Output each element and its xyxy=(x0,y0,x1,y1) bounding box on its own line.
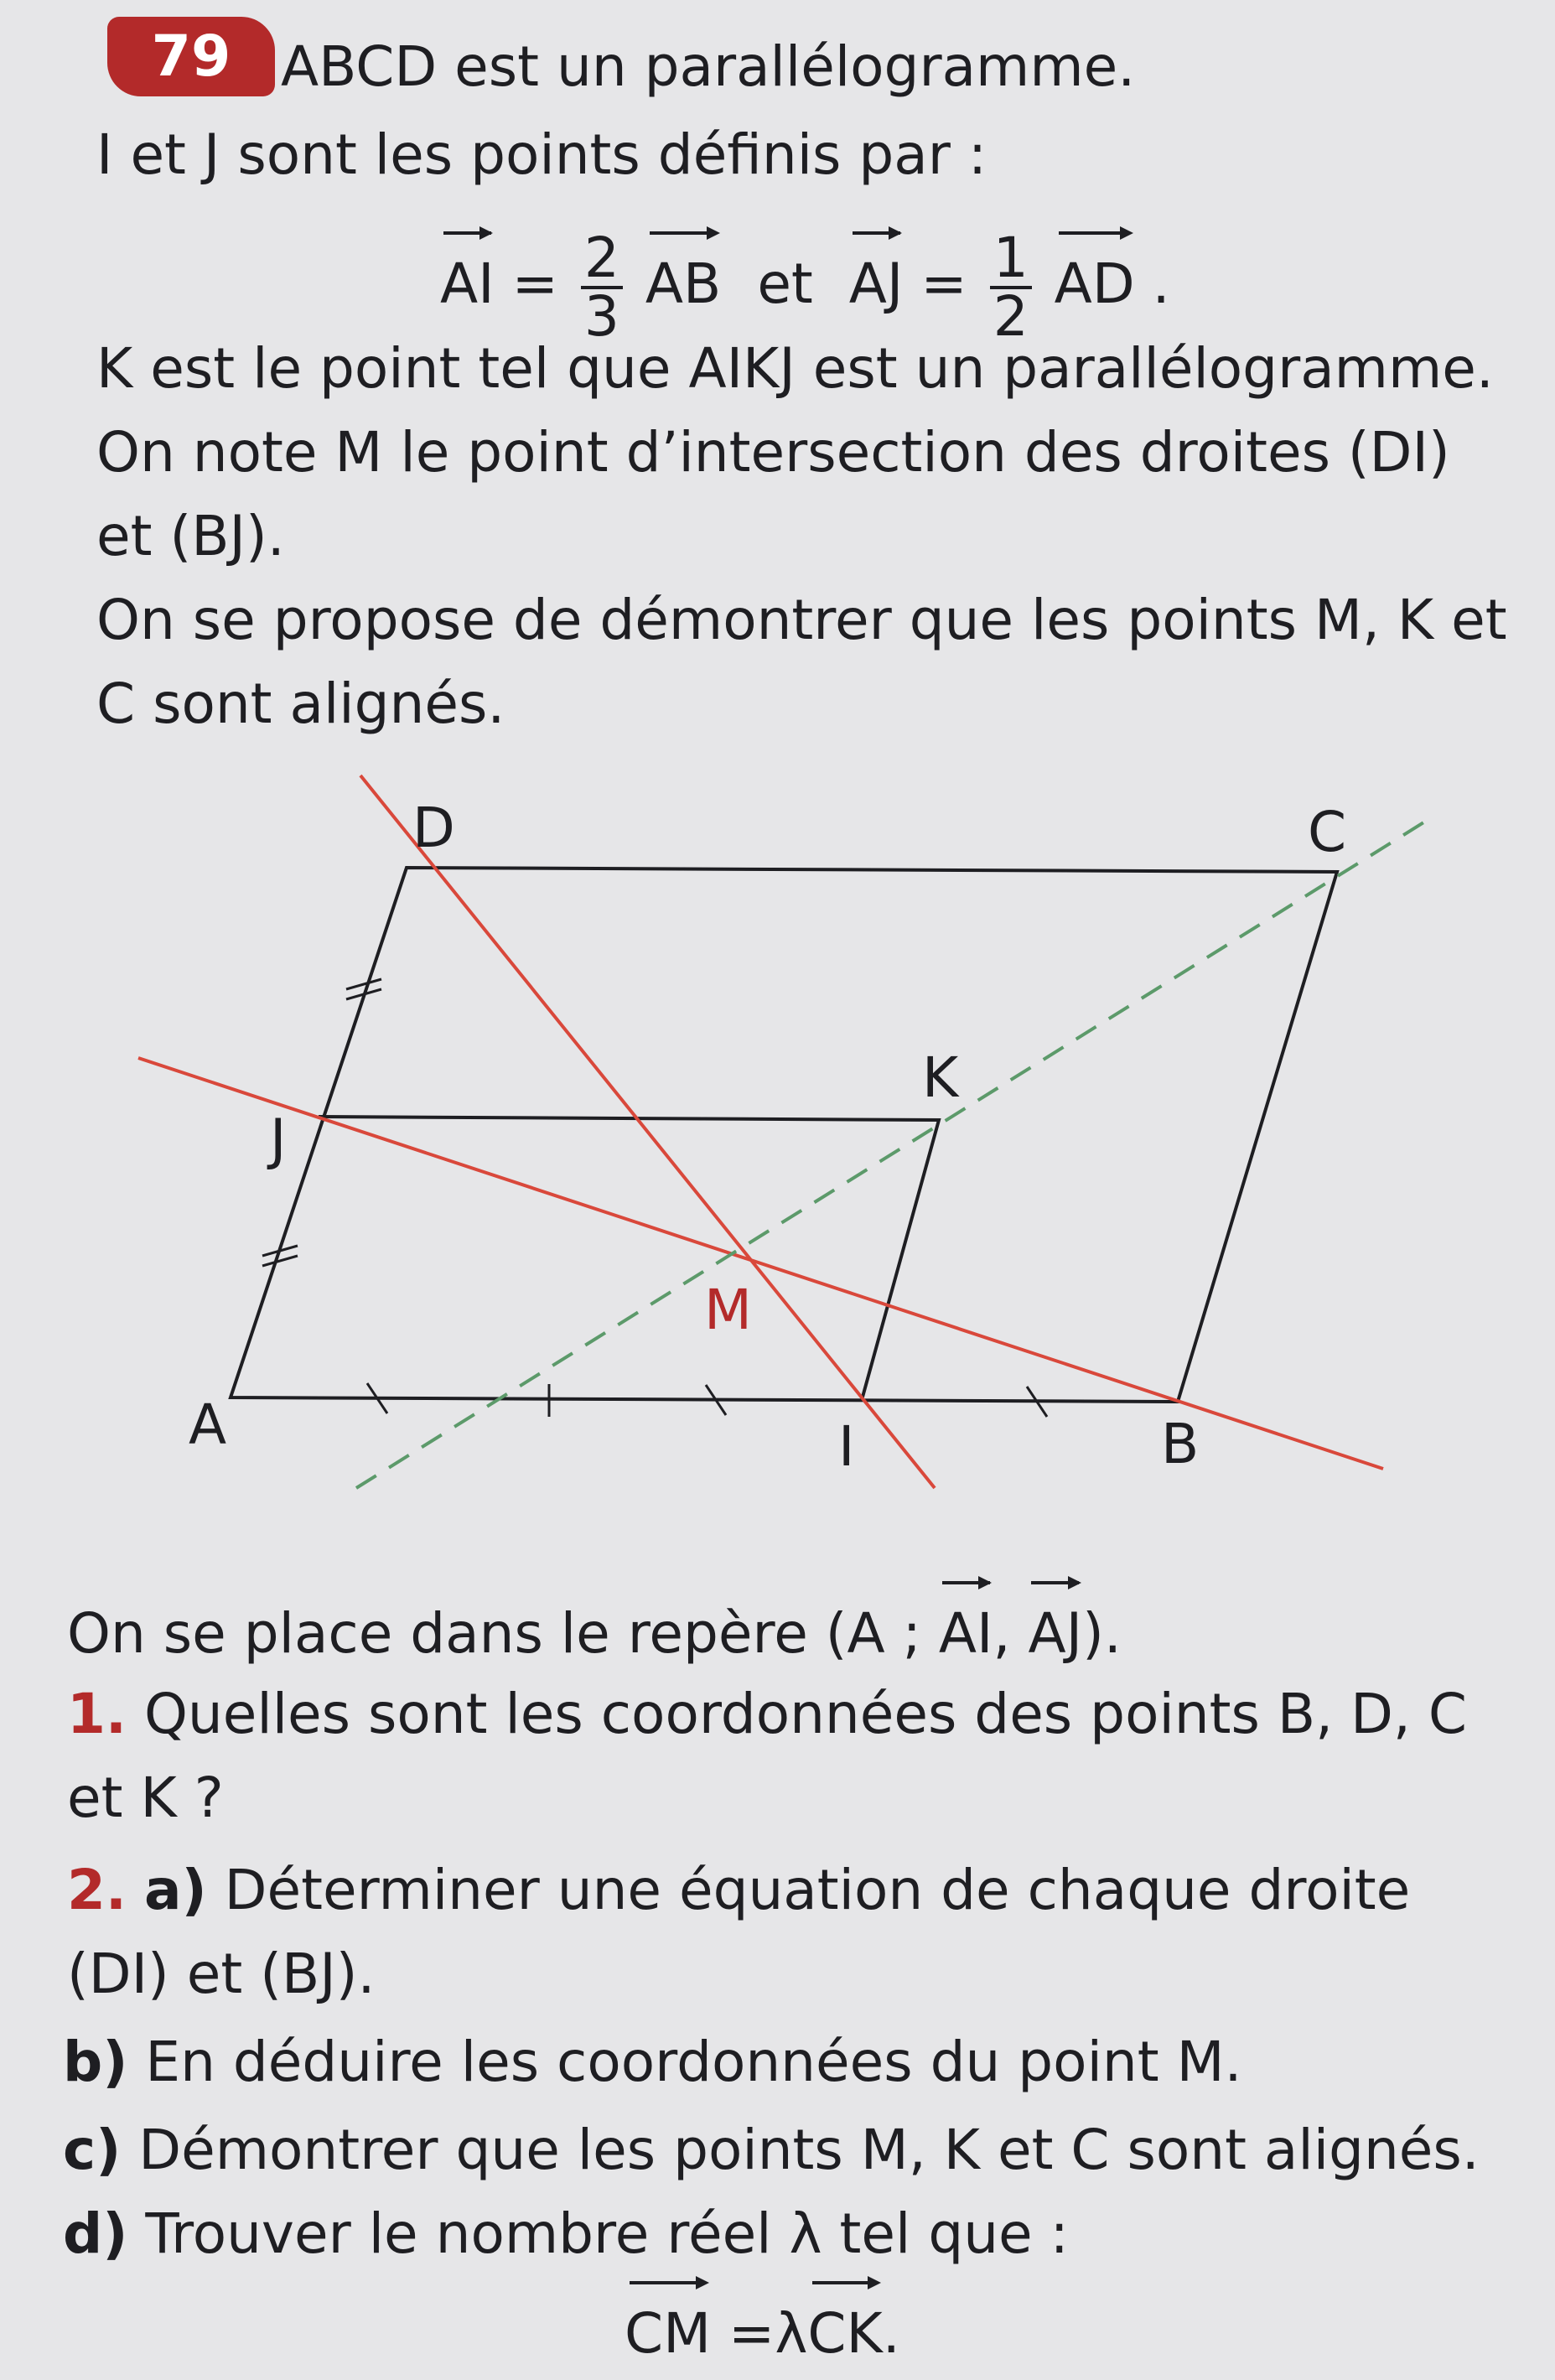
statement-text: K est le point tel que AIKJ est un parallélogramme. xyxy=(96,336,1494,401)
statement-text: On note M le point d’intersection des droites (DI) xyxy=(96,420,1450,485)
vector-definitions xyxy=(0,225,1555,349)
period: . xyxy=(1152,251,1170,316)
fraction-numerator: 1 xyxy=(990,231,1032,289)
final-equation xyxy=(0,2276,1555,2380)
statement-line-1 xyxy=(0,34,1555,101)
vector-ab: AB xyxy=(645,226,721,330)
question-text: Déterminer une équation de chaque droite xyxy=(224,1858,1411,1922)
question-number: 1. xyxy=(67,1682,127,1746)
label-point-b: B xyxy=(1161,1412,1200,1476)
question-number: 2. xyxy=(67,1858,127,1922)
question-2c xyxy=(0,2117,1555,2184)
equals-sign: = xyxy=(728,2301,775,2366)
question-text: (DI) et (BJ). xyxy=(67,1942,376,2006)
label-point-k: K xyxy=(922,1045,959,1110)
subquestion-label: c) xyxy=(63,2118,122,2182)
question-text: Démontrer que les points M, K et C sont alignés. xyxy=(138,2118,1480,2182)
subquestion-label: b) xyxy=(63,2030,128,2094)
comma: , xyxy=(993,1601,1011,1666)
question-2b xyxy=(0,2029,1555,2096)
closing-paren: ). xyxy=(1082,1601,1122,1666)
question-1-cont xyxy=(0,1765,1555,1832)
vector-aj: AJ xyxy=(849,226,904,330)
parallelogram-aikj xyxy=(319,1117,939,1400)
subquestion-label: d) xyxy=(63,2201,128,2266)
statement-line-7 xyxy=(0,587,1555,654)
repere-line xyxy=(0,1576,1555,1680)
line-mkc-dashed xyxy=(356,822,1425,1488)
conjunction-et: et xyxy=(757,251,813,316)
vector-aj: AJ xyxy=(1029,1576,1083,1680)
lambda-symbol: λ xyxy=(775,2301,808,2366)
vector-ai: AI xyxy=(939,1576,993,1680)
label-point-i: I xyxy=(838,1414,855,1479)
repere-text: On se place dans le repère (A ; xyxy=(67,1601,921,1666)
statement-text: On se propose de démontrer que les points M, K et xyxy=(96,588,1507,652)
fraction-two-thirds xyxy=(581,225,623,349)
question-2d xyxy=(0,2201,1555,2268)
parallelogram-abcd xyxy=(231,868,1337,1402)
vector-cm: CM xyxy=(625,2276,711,2380)
label-point-c: C xyxy=(1308,800,1347,864)
statement-text: C sont alignés. xyxy=(96,671,505,736)
question-text: Trouver le nombre réel λ tel que : xyxy=(145,2201,1069,2266)
question-text: En déduire les coordonnées du point M. xyxy=(145,2030,1242,2094)
question-2a xyxy=(0,1857,1555,1924)
question-text: Quelles sont les coordonnées des points B, D, C xyxy=(143,1682,1467,1746)
statement-line-5 xyxy=(0,419,1555,486)
question-1 xyxy=(0,1681,1555,1748)
geometry-figure xyxy=(0,754,1555,1534)
question-2a-cont xyxy=(0,1941,1555,2008)
period: . xyxy=(882,2301,900,2366)
statement-text: et (BJ). xyxy=(96,504,285,568)
vector-ai: AI xyxy=(440,226,495,330)
fraction-numerator: 2 xyxy=(581,231,623,289)
line-di xyxy=(360,775,935,1488)
label-point-d: D xyxy=(412,796,455,860)
vector-ck: CK xyxy=(807,2276,882,2380)
fraction-denominator: 3 xyxy=(583,283,619,349)
equals-sign: = xyxy=(511,251,558,316)
fraction-one-half xyxy=(990,225,1032,349)
exercise-number: 79 xyxy=(107,17,275,96)
subquestion-label: a) xyxy=(143,1858,207,1922)
statement-line-4 xyxy=(0,335,1555,402)
fraction-denominator: 2 xyxy=(993,283,1029,349)
equals-sign: = xyxy=(920,251,967,316)
statement-line-8 xyxy=(0,671,1555,738)
label-point-a: A xyxy=(189,1392,227,1457)
label-point-m: M xyxy=(704,1278,752,1342)
question-text: et K ? xyxy=(67,1766,224,1830)
vector-ad: AD xyxy=(1055,226,1135,330)
statement-text: I et J sont les points définis par : xyxy=(96,122,987,187)
statement-line-6 xyxy=(0,503,1555,570)
statement-line-2 xyxy=(0,122,1555,189)
label-point-j: J xyxy=(270,1107,287,1172)
statement-text: ABCD est un parallélogramme. xyxy=(281,34,1136,99)
